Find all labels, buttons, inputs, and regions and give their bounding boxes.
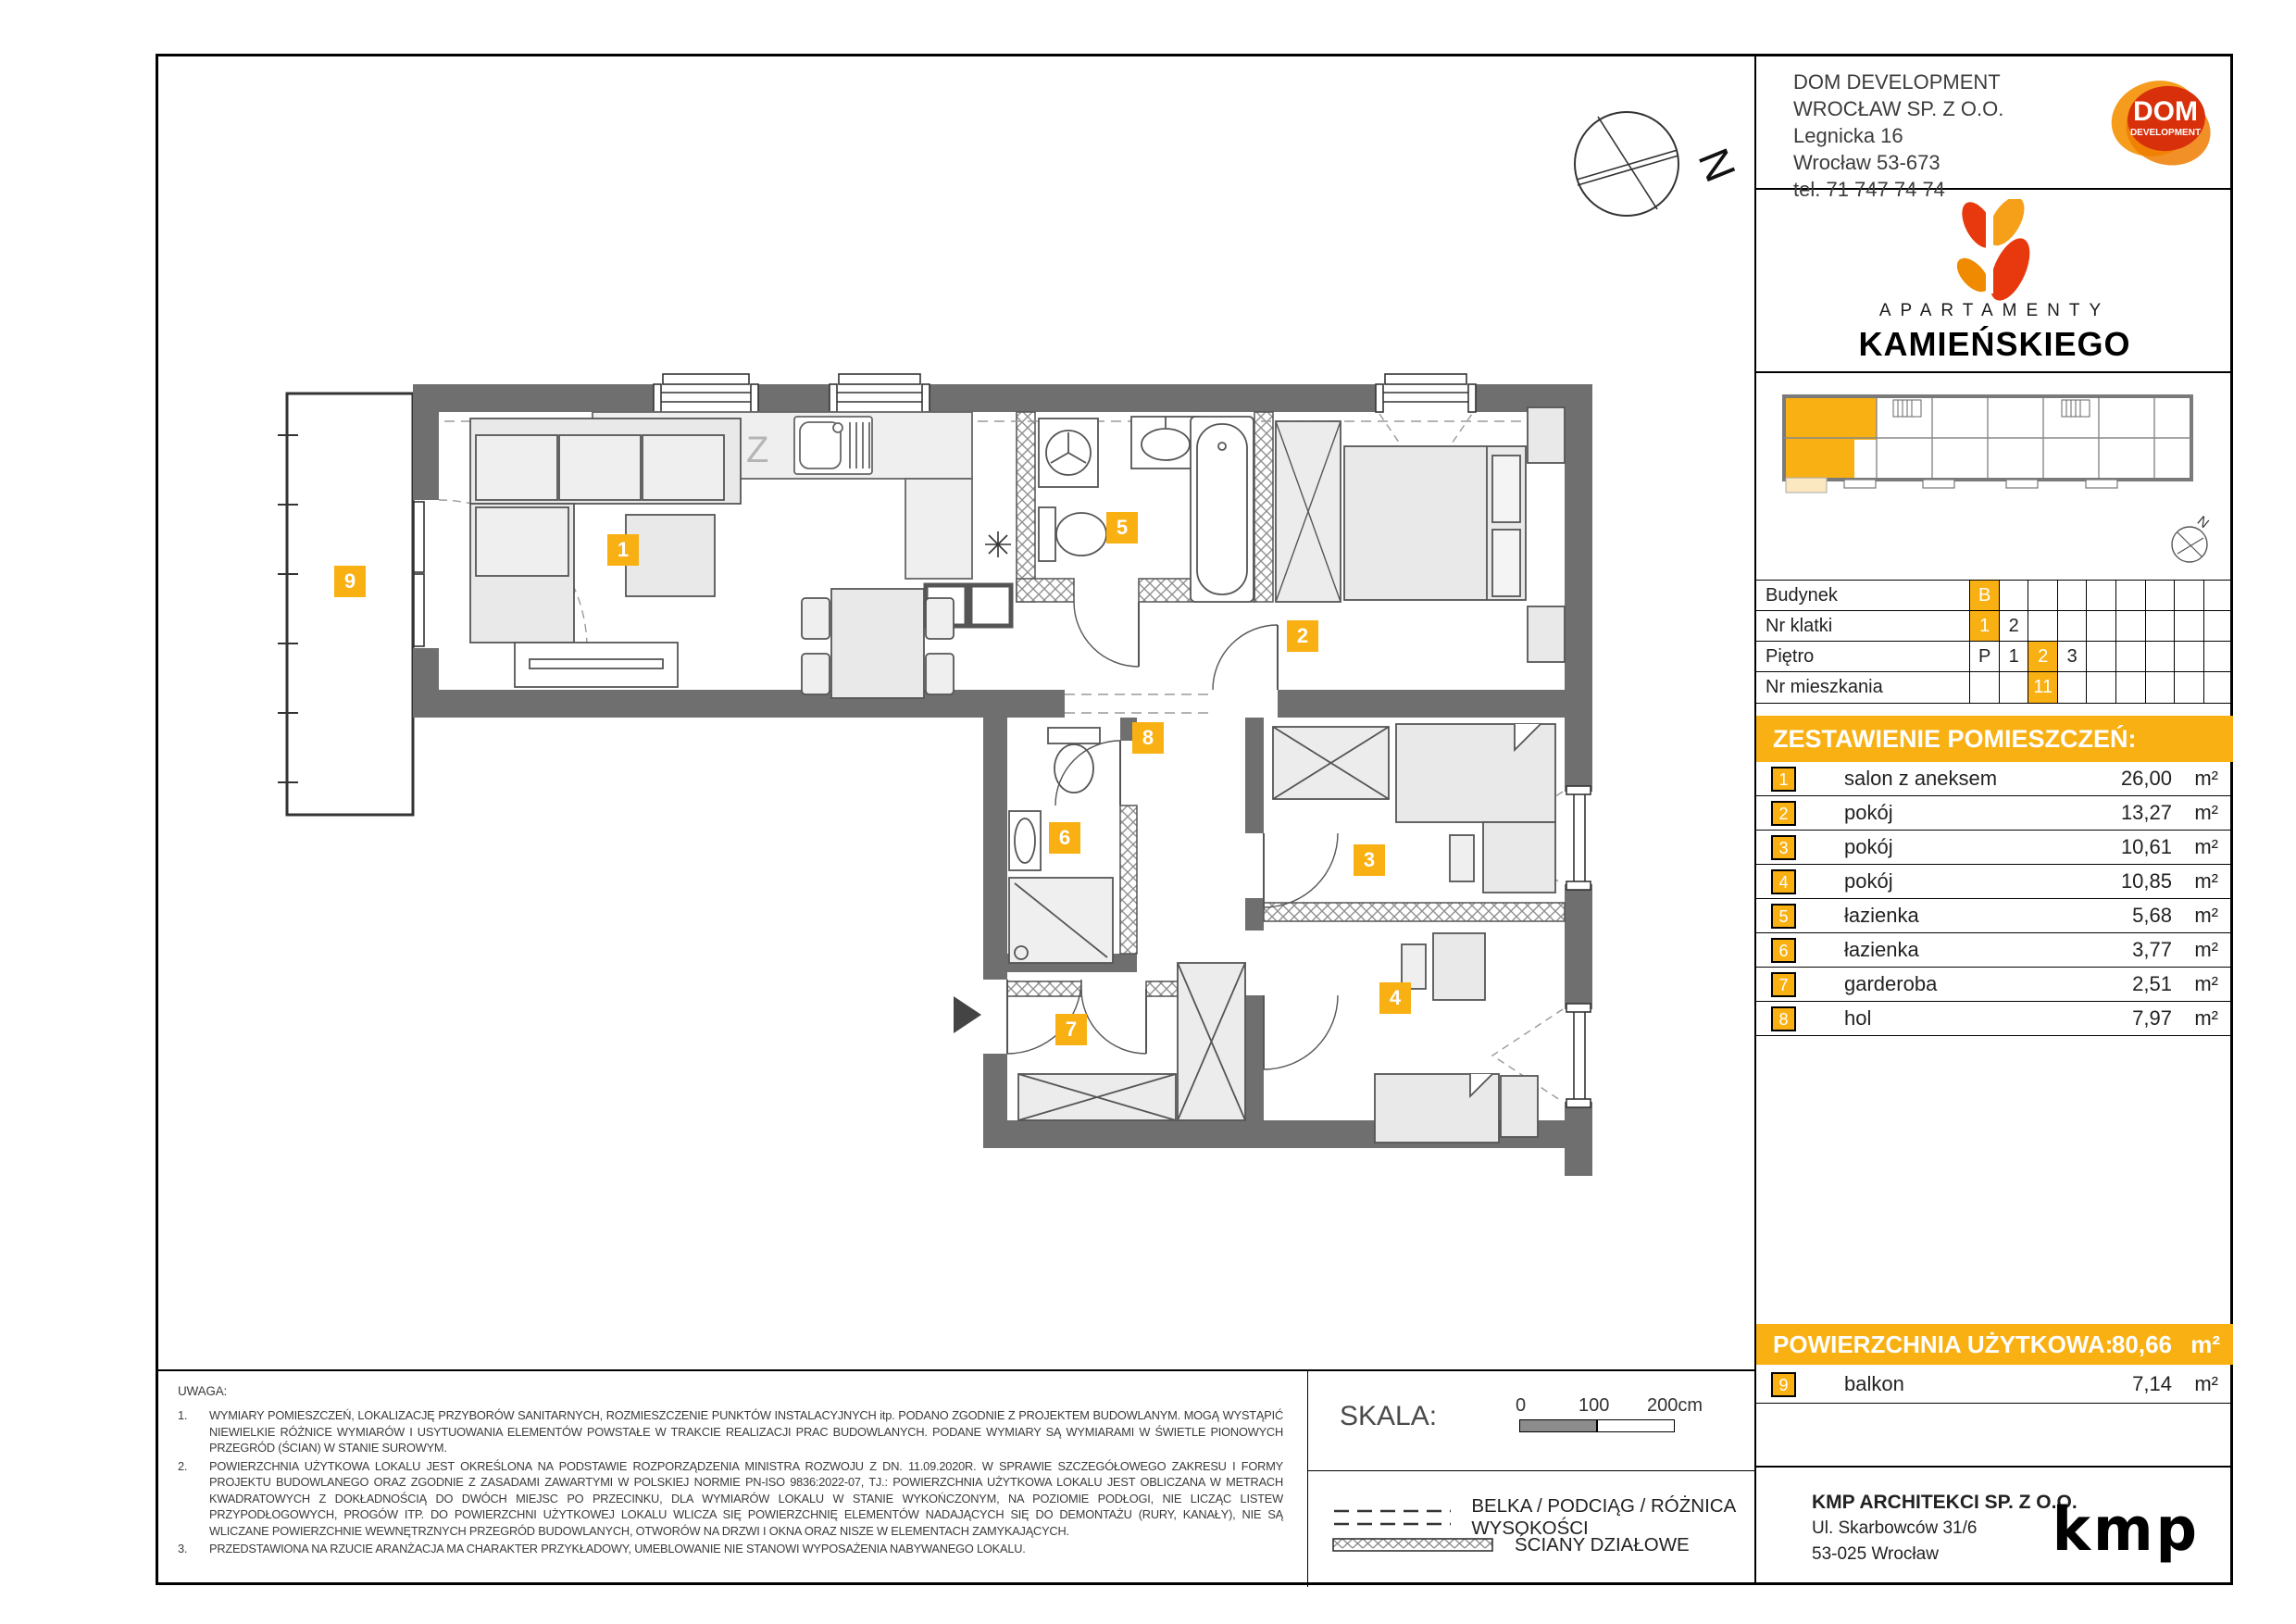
- room-number-badge: 1: [1771, 767, 1796, 792]
- building-key-plan: [1756, 373, 2235, 581]
- room-row: 7 garderoba 2,51 m²: [1756, 968, 2233, 1002]
- room-number-badge: 9: [1771, 1372, 1796, 1397]
- usable-area-value: 80,66: [2111, 1330, 2172, 1358]
- scale-label: SKALA:: [1340, 1401, 1438, 1431]
- wardrobe: [1276, 421, 1341, 602]
- bedroom-3: [1273, 724, 1555, 893]
- beam-line-icon: [1332, 1505, 1451, 1530]
- scale-tick-100: 100: [1578, 1395, 1610, 1416]
- nightstand: [1528, 606, 1565, 662]
- coffee-table: [626, 515, 715, 596]
- brand-line1: APARTAMENTY: [1878, 301, 2111, 320]
- room-number-badge: 8: [1771, 1006, 1796, 1031]
- notes-title: UWAGA:: [178, 1384, 228, 1398]
- room-number-badge: 6: [1771, 938, 1796, 963]
- room-row: 1 salon z aneksem 26,00 m²: [1756, 762, 2233, 796]
- developer-street: Legnicka 16: [1793, 124, 1903, 147]
- kmp-logo: kmp: [2052, 1493, 2200, 1565]
- highlighted-balcony: [1786, 478, 1827, 493]
- legend-block: [1308, 1471, 1754, 1587]
- north-compass: [1575, 112, 1745, 216]
- kamienskiego-k-icon: [1921, 199, 2069, 301]
- bathroom-5: [1039, 417, 1254, 602]
- dining-table: [802, 589, 954, 698]
- svg-text:2: 2: [1296, 624, 1309, 647]
- single-bed: [1396, 724, 1555, 822]
- notes-block: [156, 1371, 1307, 1587]
- scale-bar-filled: [1519, 1419, 1597, 1432]
- washing-machine-icon: [1039, 418, 1098, 487]
- room-row: 6 łazienka 3,77 m²: [1756, 933, 2233, 968]
- room-marker: [1055, 1014, 1087, 1045]
- dom-logo-subtext: DEVELOPMENT: [2129, 128, 2202, 138]
- room-row: 2 pokój 13,27 m²: [1756, 796, 2233, 831]
- room-row: 4 pokój 10,85 m²: [1756, 865, 2233, 899]
- room-number-badge: 7: [1771, 972, 1796, 997]
- chair: [1402, 944, 1426, 989]
- svg-text:3: 3: [1363, 848, 1376, 871]
- sink-icon: [1009, 811, 1041, 870]
- mini-north-label: N: [2193, 513, 2213, 532]
- svg-text:4: 4: [1389, 986, 1402, 1009]
- balcony-row: 9 balkon 7,14 m²: [1756, 1365, 2233, 1404]
- bathtub-icon: [1191, 417, 1254, 602]
- architect-name: KMP ARCHITEKCI SP. Z O.O.: [1812, 1492, 2078, 1513]
- svg-text:5: 5: [1116, 516, 1129, 539]
- room-number-badge: 3: [1771, 835, 1796, 860]
- scale-tick-0: 0: [1516, 1395, 1527, 1416]
- svg-text:9: 9: [343, 569, 356, 593]
- usable-area-bar: [1756, 1324, 2233, 1365]
- chair: [1450, 835, 1474, 881]
- developer-block: [1756, 54, 2233, 201]
- developer-phone: tel. 71 747 74 74: [1793, 178, 1945, 201]
- balcony: [278, 394, 413, 815]
- bedroom-2: [1344, 407, 1565, 662]
- footer-band: [156, 1369, 1754, 1585]
- partition-wall-icon: [1332, 1537, 1494, 1554]
- scale-tick-200: 200cm: [1647, 1395, 1703, 1416]
- room-row: 8 hol 7,97 m²: [1756, 1002, 2233, 1036]
- room-number-badge: 4: [1771, 869, 1796, 894]
- toilet-icon: [1039, 507, 1106, 561]
- table-row: Nr klatki 1 2: [1756, 611, 2233, 642]
- room-marker: [1379, 982, 1411, 1014]
- info-panel: [1754, 54, 2233, 1585]
- rooms-table: [1756, 762, 2233, 1036]
- project-logo-block: [1756, 190, 2233, 373]
- note-item: 3. PRZEDSTAWIONA NA RZUCIE ARANŻACJA MA CHARAKTER PRZYKŁADOWY, UMEBLOWANIE NIE STANOWI WYPOSAŻENIA NABYWANEGO LOKALU.: [178, 1542, 1026, 1555]
- room-marker: [1106, 512, 1138, 543]
- room-marker: [607, 534, 639, 566]
- unit-locator-table: [1756, 581, 2233, 704]
- architect-street: Ul. Skarbowców 31/6: [1812, 1518, 1978, 1538]
- room-number-badge: 5: [1771, 904, 1796, 929]
- vent-icon: [985, 531, 1011, 557]
- brand-line2: KAMIEŃSKIEGO: [1858, 325, 2131, 363]
- developer-name: DOM DEVELOPMENT: [1793, 70, 2001, 94]
- svg-text:1: 1: [617, 538, 630, 561]
- rooms-header: ZESTAWIENIE POMIESZCZEŃ:: [1756, 716, 2233, 762]
- note-item: 1. WYMIARY POMIESZCZEŃ, LOKALIZACJĘ PRZYBORÓW SANITARNYCH, ROZMIESZCZENIE PUNKTÓW INSTALACYJNYCH itp. PODANO ZGODNIE Z PROJEKTEM BUDOWLANYM. MOGĄ WYSTĄPIĆ NIEWIELKIE RÓŻNICE WYMIARÓW I USYTUOWANIA ELEMENTÓW POWSTAŁE W TRAKCIE REALIZACJI PRAC BUDOWLANYCH. PODANE WYMIARY SĄ WYMIARAMI W ŚWIETLE PIONOWYCH PRZEGRÓD (ŚCIAN) W STANIE SUROWYM.: [178, 1408, 1283, 1455]
- developer-name2: WROCŁAW SP. Z O.O.: [1793, 97, 2004, 120]
- room-marker: [1132, 722, 1164, 754]
- kitchen-sink-icon: [794, 417, 872, 474]
- note-item: 2. POWIERZCHNIA UŻYTKOWA LOKALU JEST OKREŚLONA NA PODSTAWIE ROZPORZĄDZENIA MINISTRA ROZWOJU Z DN. 11.09.2020R. W SPRAWIE SZCZEGÓŁOWEGO ZAKRESU I FORMY PROJEKTU BUDOWLANEGO ORAZ ZGODNIE Z ZASADAMI ZAWARTYMI W POLSKIEJ NORMIE PN-ISO 9836:2022-07, TJ.: POWIERZCHNIA UŻYTKOWA LOKALU JEST OBLICZANA W METRACH KWADRATOWYCH Z DOKŁADNOŚCIĄ DO DWÓCH MIEJSC PO PRZECINKU, DLA WYMIARÓW LOKALU W STANIE WYKOŃCZONYM, NA POZIOMIE PODŁOGI, NIE LICZĄC LISTEW PRZYPODŁOGOWYCH, PROGÓW ITP. DO POWIERZCHNI UŻYTKOWEJ LOKALU WLICZA SIĘ POWIERZCHNIĘ ELEMENTÓW NADAJĄCYCH SIĘ DO DEMONTAŻU (RURY, KANAŁY), NIE SĄ WLICZANE POWIERZCHNIE WEWNĘTRZNYCH PRZEGRÓD BUDOWLANYCH, OTWORÓW NA DRZWI I OKNA ORAZ NISZE W ELEMENTACH ZAMYKAJĄCYCH.: [178, 1458, 1283, 1538]
- table-row: Piętro P 1 2 3: [1756, 642, 2233, 672]
- nightstand: [1501, 1076, 1538, 1137]
- dom-development-logo: [2107, 67, 2216, 176]
- sink-icon: [1131, 417, 1200, 468]
- site-plan-block: [1756, 373, 2233, 581]
- room-number-badge: 2: [1771, 801, 1796, 826]
- room-marker: [1354, 844, 1385, 876]
- room-marker: [1049, 822, 1080, 854]
- bedroom-4: [1375, 933, 1538, 1143]
- table-row: Nr mieszkania 11: [1756, 672, 2233, 703]
- shower-icon: [1009, 878, 1113, 963]
- floor-plan: [156, 54, 1754, 1369]
- dishwasher-label: Z: [746, 430, 769, 470]
- scale-bar-empty: [1597, 1419, 1675, 1432]
- svg-text:7: 7: [1065, 1018, 1078, 1041]
- room-marker: [1287, 620, 1318, 652]
- tv-stand: [515, 643, 678, 687]
- developer-city: Wrocław 53-673: [1793, 151, 1940, 174]
- scale-legend-box: [1307, 1371, 1754, 1587]
- architect-city: 53-025 Wrocław: [1812, 1544, 1939, 1564]
- usable-area-label: POWIERZCHNIA UŻYTKOWA:: [1773, 1330, 2114, 1358]
- single-bed: [1375, 1074, 1499, 1143]
- nightstand: [1528, 407, 1565, 463]
- usable-area-unit: m²: [2190, 1330, 2220, 1358]
- entrance-arrow-icon: [954, 996, 981, 1033]
- wardrobe: [1273, 727, 1389, 799]
- legend-beam: BELKA / PODCIĄG / RÓŻNICA WYSOKOŚCI: [1332, 1495, 1754, 1540]
- room-row: 3 pokój 10,61 m²: [1756, 831, 2233, 865]
- legend-partition: ŚCIANY DZIAŁOWE: [1332, 1534, 1690, 1556]
- north-label: N: [1689, 142, 1746, 189]
- room-row: 5 łazienka 5,68 m²: [1756, 899, 2233, 933]
- desk: [1483, 822, 1555, 893]
- architect-block: [1756, 1466, 2233, 1585]
- scale-block: [1308, 1371, 1754, 1471]
- mini-compass: [2172, 513, 2212, 562]
- room-marker: [334, 566, 366, 597]
- svg-text:6: 6: [1058, 826, 1071, 849]
- desk: [1433, 933, 1485, 1000]
- dom-logo-text: DOM: [2133, 96, 2198, 127]
- table-row: Budynek B: [1756, 581, 2233, 611]
- svg-text:8: 8: [1142, 726, 1154, 749]
